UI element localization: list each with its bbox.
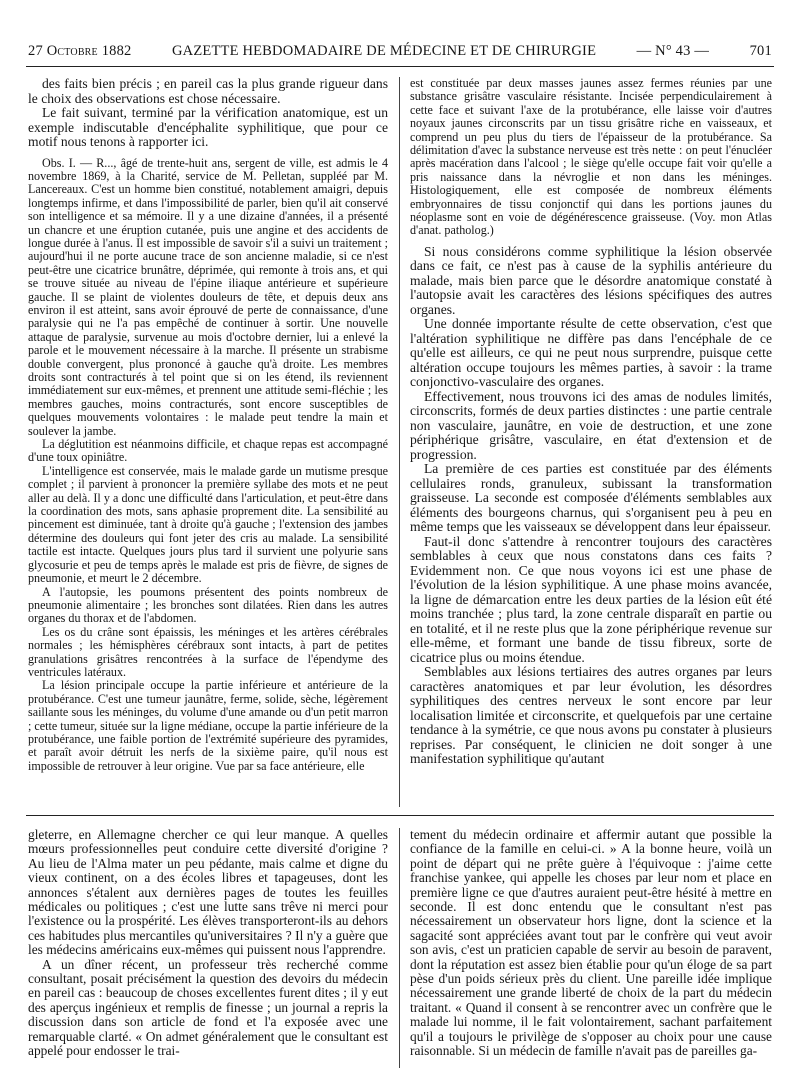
paragraph: La première de ces parties est constituée par des éléments cellulaires ronds, granuleux, subissant la transformation graisseuse. La seconde est composée d'éléments semblables aux éléments des bourgeons charnus, qui s'organisent peu à peu en même temps que les vaisseaux se développent dans leur épaisseur.: [410, 461, 772, 535]
page-header: [28, 40, 772, 62]
observation-paragraph: est constituée par deux masses jaunes assez fermes réunies par une substance grisâtre vasculaire résistante. Incisée perpendiculairement à cette face et suivant l'axe de la protubérance, elle laisse voir d'autres noyaux jaunes circonscrits par un tissu grisâtre riche en vaisseaux, et comprend un peu plus du tiers de l'épaisseur de la protubérance. Sa délimitation d'avec la substance nerveuse est très nette : on peut l'énucléer après macération dans l'alcool ; le siège qu'elle occupe fait voir qu'elle a pris naissance dans la névroglie et non dans les méninges. Histologiquement, elle est composée de nombreux éléments embryonnaires de tissu conjonctif qui dans les portions jaunes du néoplasme sont en voie de dégénérescence graisseuse. (Voy. mon Atlas d'anat. patholog.): [410, 77, 772, 238]
bottom-right-column: [410, 828, 772, 1068]
column-separator: [399, 77, 400, 807]
paragraph: des faits bien précis ; en pareil cas la plus grande rigueur dans le choix des observations est chose nécessaire.: [28, 77, 388, 106]
paragraph: Si nous considérons comme syphilitique la lésion observée dans ce fait, ce n'est pas à cause de la syphilis antérieure du malade, mais bien parce que le désordre anatomique constaté à l'autopsie avait les caractères des lésions spécifiques des autres organes.: [410, 243, 772, 317]
observation-paragraph: A l'autopsie, les poumons présentent des points nombreux de pneumonie alimentaire ; les bronches sont dilatées. Rien dans les autres organes du thorax et de l'abdomen.: [28, 584, 388, 626]
section-rule: [26, 815, 774, 816]
paragraph: Faut-il donc s'attendre à rencontrer toujours des caractères semblables à ceux que nous constatons dans ces faits ? Evidemment non. Ce que nous voyons ici est une phase de l'évolution de la lésion syphilitique. A une phase moins avancée, la ligne de démarcation entre les deux parties de la lésion eût été moins tranchée ; plus tard, la zone centrale disparaît en partie ou en totalité, et il ne reste plus que la zone périphérique revenue sur elle-même, et formant une bande de tissu fibreux, sorte de cicatrice plus ou moins étendue.: [410, 533, 772, 665]
issue-number: — N° 43 —: [636, 42, 710, 59]
issue-date: 27 Octobre 1882: [28, 42, 132, 59]
paragraph: Le fait suivant, terminé par la vérification anatomique, est un exemple indiscutable d'encéphalite syphilitique, que pour ce motif nous tenons à rapporter ici.: [28, 105, 388, 149]
paragraph: Semblables aux lésions tertiaires des autres organes par leurs caractères anatomiques et par leur évolution, les désordres syphilitiques des centres nerveux le sont encore par leur localisation limitée et circonscrite, et quelquefois par une certaine tendance à la symétrie, ce que nous avons pu constater à plusieurs reprises. Par conséquent, le clinicien ne doit songer à une manifestation syphilitique qu'autant: [410, 664, 772, 767]
paragraph: A un dîner récent, un professeur très recherché comme consultant, posait précisément la question des devoirs du médecin en pareil cas : beaucoup de choses excellentes furent dites ; il y eut des aperçus ingénieux et remplis de finesse ; un journal a repris la discussion dans son article de fond et l'a exposée avec une remarquable clarté. « On admet généralement que le consultant est appelé pour endosser le trai-: [28, 956, 388, 1059]
main-right-column: [410, 77, 772, 807]
journal-title: GAZETTE HEBDOMADAIRE DE MÉDECINE ET DE CHIRURGIE: [172, 42, 597, 59]
main-left-column: [28, 77, 388, 807]
observation-paragraph: Les os du crâne sont épaissis, les méninges et les artères cérébrales normales ; les hémisphères cérébraux sont intacts, à part de petites granulations grisâtres rencontrées à la surface de l'épendyme des ventricules latéraux.: [28, 624, 388, 679]
page-number: 701: [749, 42, 772, 59]
observation-paragraph: La déglutition est néanmoins difficile, et chaque repas est accompagné d'une toux opiniâtre.: [28, 437, 388, 465]
paragraph: Effectivement, nous trouvons ici des amas de nodules limités, circonscrits, formés de deux parties distinctes : une partie centrale non vasculaire, jaunâtre, en voie de destruction, et une zone périphérique grisâtre, vasculaire, en état d'extension et de progression.: [410, 388, 772, 462]
paragraph: tement du médecin ordinaire et affermir autant que possible la confiance de la famille en celui-ci. » A la bonne heure, voilà un point de départ qui ne prête guère à l'équivoque : j'aime cette franchise yankee, qui appelle les choses par leur nom et place en première ligne ce que d'autres auraient peut-être hésité à mettre en seconde. Il est donc entendu que le consultant n'est pas nécessairement un observateur hors ligne, dont la science et la sagacité sont appréciées avant tout par le confrère qui veut avoir son avis, c'est un praticien capable de servir au besoin de paravent, dont la réputation est assez bien établie pour qu'un éloge de sa part pèse d'un poids sérieux près du client. Une pareille idée implique nécessairement une grande liberté de choix de la part du médecin traitant. « Quand il consent à se rencontrer avec un confrère que le malade lui nomme, il le fait volontairement, sachant parfaitement qu'il a toujours le privilège de s'opposer au choix pour une cause raisonnable. Si un médecin de famille n'avait pas de pareilles ga-: [410, 828, 772, 1059]
observation-paragraph: La lésion principale occupe la partie inférieure et antérieure de la protubérance. C'est une tumeur jaunâtre, ferme, solide, sèche, légèrement saillante sous les méninges, du volume d'une amande ou d'un petit marron ; cette tumeur, située sur la ligne médiane, occupe la partie inférieure de la protubérance, une faible portion de l'extrémité supérieure des pyramides, et paraît avoir détruit les nerfs de la sixième paire, qu'il nous est impossible de retrouver à leur origine. Vue par sa face antérieure, elle: [28, 678, 388, 773]
paragraph: Une donnée importante résulte de cette observation, c'est que l'altération syphilitique ne diffère pas dans l'encéphale de ce qu'elle est ailleurs, ce qui ne peut nous surprendre, puisque cette altération occupe toujours les mêmes parties, à savoir : la trame conjonctivo-vasculaire des organes.: [410, 316, 772, 390]
paragraph: gleterre, en Allemagne chercher ce qui leur manque. A quelles mœurs professionnelles peut conduire cette diversité d'origine ? Au lieu de l'Alma mater un peu pédante, mais calme et digne du vieux continent, on a des écoles libres et tapageuses, dont les annonces s'étalent aux dernières pages de toutes les feuilles médicales ou politiques ; c'est une lutte sans trêve ni merci pour l'existence ou la prospérité. Les élèves transporteront-ils au dehors ces habitudes plus mercantiles qu'universitaires ? Il n'y a guère que les médecins américains eux-mêmes qui puissent nous l'apprendre.: [28, 828, 388, 958]
observation-paragraph: L'intelligence est conservée, mais le malade garde un mutisme presque complet ; il parvient à prononcer la première syllabe des mots et ne peut aller au delà. Il y a donc une difficulté dans l'articulation, et peut-être dans la coordination des mots, sans aphasie proprement dite. La sensibilité au pincement est diminuée, tant à droite qu'à gauche ; l'extension des jambes détermine des douleurs qui font jeter des cris au malade. La sensibilité tactile est intacte. Quelques jours plus tard il survient une polyurie sans glycosurie et peu de temps après le malade est pris de fièvre, de signes de pneumonie, et meurt le 2 décembre.: [28, 463, 388, 586]
header-rule: [26, 66, 774, 67]
bottom-left-column: [28, 828, 388, 1068]
column-separator: [399, 828, 400, 1068]
observation-paragraph: Obs. I. — R..., âgé de trente-huit ans, sergent de ville, est admis le 4 novembre 1869, à la Charité, service de M. Pelletan, suppléé par M. Lancereaux. C'est un homme bien constitué, notablement amaigri, depuis longtemps infirme, et dans l'impossibilité de parler, bien qu'il ait conservé son intelligence et sa mémoire. Il y a une dizaine d'années, il a présenté un chancre et une éruption cutanée, puis une angine et des accidents de longue durée à l'anus. Il est impossible de savoir s'il a suivi un traitement ; aujourd'hui il ne porte aucune trace de son ancienne maladie, si ce n'est peut-être une cicatrice brunâtre, déprimée, qui remonte à trois ans, et qui se trouve située au niveau de l'épine iliaque antérieure et supérieure gauche. Il se plaint de violentes douleurs de tête, et depuis deux ans environ il est atteint, sans avoir éprouvé de perte de connaissance, d'une paralysie qui ne l'a pas empêché de continuer à sortir. Une nouvelle attaque de paralysie, survenue au mois d'octobre dernier, lui a enlevé la parole et le mouvement nécessaire à la marche. Il présente un strabisme double convergent, plus prononcé à gauche qu'à droite. Les membres droits sont contracturés à tel point que si on les étend, ils reviennent immédiatement sur eux-mêmes, et prennent une attitude semi-fléchie ; les membres gauches, moins contracturés, sont encore susceptibles de quelques mouvements volontaires : le malade peut tendre la main et soulever la jambe.: [28, 155, 388, 438]
